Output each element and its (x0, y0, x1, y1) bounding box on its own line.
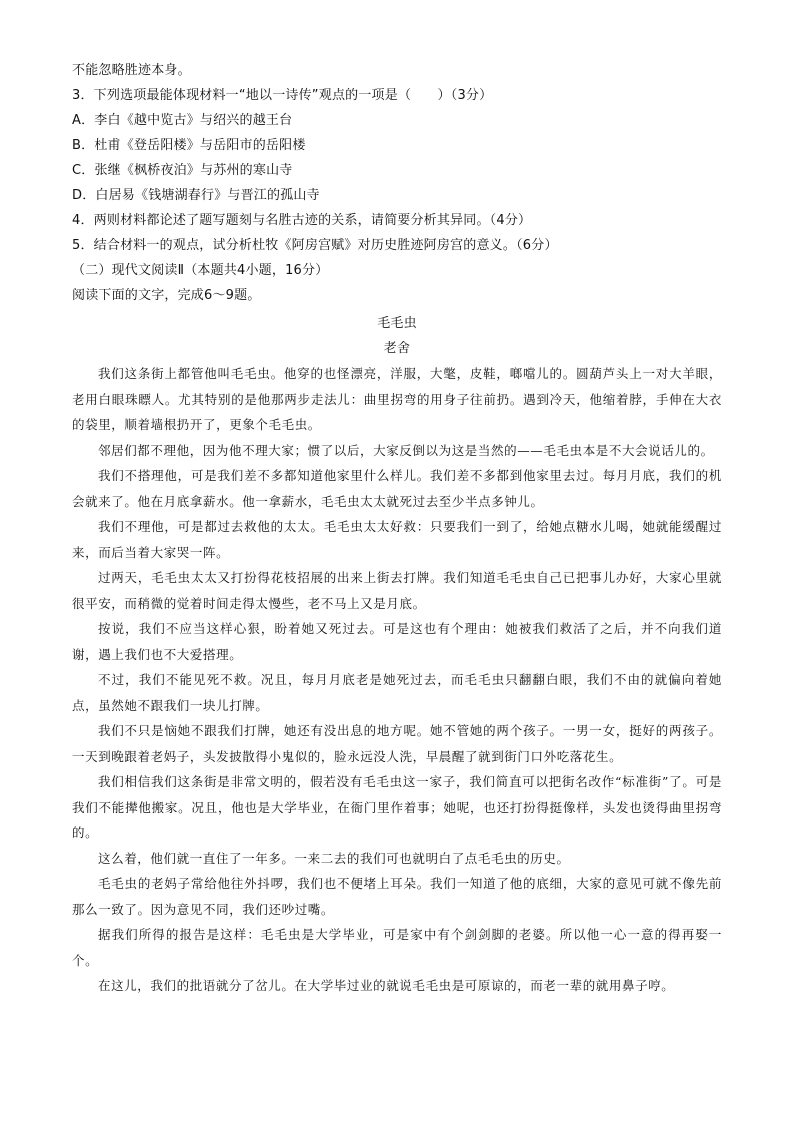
question-3: 3．下列选项最能体现材料一“地以一诗传”观点的一项是（ ）（3分） (72, 88, 493, 103)
story-paragraph: 这么着，他们就一直住了一年多。一来二去的我们可也就明白了点毛毛虫的历史。 (98, 850, 570, 866)
document-page (72, 58, 722, 999)
section-heading: （二）现代文阅读Ⅱ（本题共4小题，16分） (72, 263, 329, 278)
story-body (72, 361, 722, 999)
option-d: D．白居易《钱塘湖春行》与晋江的孤山寺 (72, 188, 320, 203)
story-paragraph: 我们不理他，可是都过去救他的太太。毛毛虫太太好救：只要我们一到了，给她点糖水儿喝，她就能缓醒过来，而后当着大家哭一阵。 (72, 519, 722, 560)
story-paragraph: 邻居们都不理他，因为他不理大家；惯了以后，大家反倒以为这是当然的——毛毛虫本是不大会说话儿的。 (98, 442, 714, 458)
story-paragraph: 我们不只是恼她不跟我们打牌，她还有没出息的地方呢。她不管她的两个孩子。一男一女，挺好的两孩子。一天到晚跟着老妈子，头发披散得小鬼似的，脸永远没人洗，早晨醒了就到街门口外吃落花生。 (72, 723, 722, 764)
story-title: 毛毛虫 (377, 316, 417, 331)
story-paragraph: 按说，我们不应当这样心狠，盼着她又死过去。可是这也有个理由：她被我们救活了之后，并不向我们道谢，遇上我们也不大爱搭理。 (72, 621, 722, 662)
story-paragraph: 我们这条街上都管他叫毛毛虫。他穿的也怪漂亮，洋服，大氅，皮鞋，啷噹儿的。圆葫芦头上一对大羊眼，老用白眼珠瞟人。尤其特别的是他那两步走法儿：曲里拐弯的用身子往前扔。遇到冷天，他缩着脖，手伸在大衣的袋里，顺着墙根扔开了，更象个毛毛虫。 (72, 366, 722, 432)
option-c: C．张继《枫桥夜泊》与苏州的寒山寺 (72, 163, 293, 178)
story-paragraph: 毛毛虫的老妈子常给他往外抖啰，我们也不便堵上耳朵。我们一知道了他的底细，大家的意见可就不像先前那么一致了。因为意见不同，我们还吵过嘴。 (72, 876, 722, 917)
story-paragraph: 我们相信我们这条街是非常文明的，假若没有毛毛虫这一家子，我们简直可以把街名改作“标准街”了。可是我们不能撵他搬家。况且，他也是大学毕业，在衙门里作着事；她呢，也还打扮得挺像样，头发也烫得曲里拐弯的。 (72, 774, 722, 840)
story-paragraph: 我们不搭理他，可是我们差不多都知道他家里什么样儿。我们差不多都到他家里去过。每月月底，我们的机会就来了。他在月底拿薪水。他一拿薪水，毛毛虫太太就死过去至少半点多钟儿。 (72, 468, 722, 509)
story-paragraph: 不过，我们不能见死不救。况且，每月月底老是她死过去，而毛毛虫只翻翻白眼，我们不由的就偏向着她点，虽然她不跟我们一块儿打牌。 (72, 672, 722, 713)
story-author: 老舍 (383, 341, 411, 356)
story-paragraph: 过两天，毛毛虫太太又打扮得花枝招展的出来上街去打牌。我们知道毛毛虫自己已把事儿办好，大家心里就很平安，而稍微的觉着时间走得太慢些，老不马上又是月底。 (72, 570, 722, 611)
story-paragraph: 在这儿，我们的批语就分了岔儿。在大学毕过业的就说毛毛虫是可原谅的，而老一辈的就用鼻子哼。 (98, 978, 675, 993)
story-paragraph: 据我们所得的报告是这样：毛毛虫是大学毕业，可是家中有个剑剑脚的老婆。所以他一心一意的得再娶一个。 (72, 927, 722, 968)
option-b: B．杜甫《登岳阳楼》与岳阳市的岳阳楼 (72, 138, 306, 153)
text-line: 不能忽略胜迹本身。 (72, 63, 191, 78)
question-4: 4．两则材料都论述了题写题刻与名胜古迹的关系，请简要分析其异同。（4分） (72, 213, 532, 228)
reading-instruction: 阅读下面的文字，完成6～9题。 (72, 288, 261, 303)
option-a: A．李白《越中览古》与绍兴的越王台 (72, 113, 293, 128)
question-5: 5．结合材料一的观点，试分析杜牧《阿房宫赋》对历史胜迹阿房宫的意义。（6分） (72, 238, 558, 253)
